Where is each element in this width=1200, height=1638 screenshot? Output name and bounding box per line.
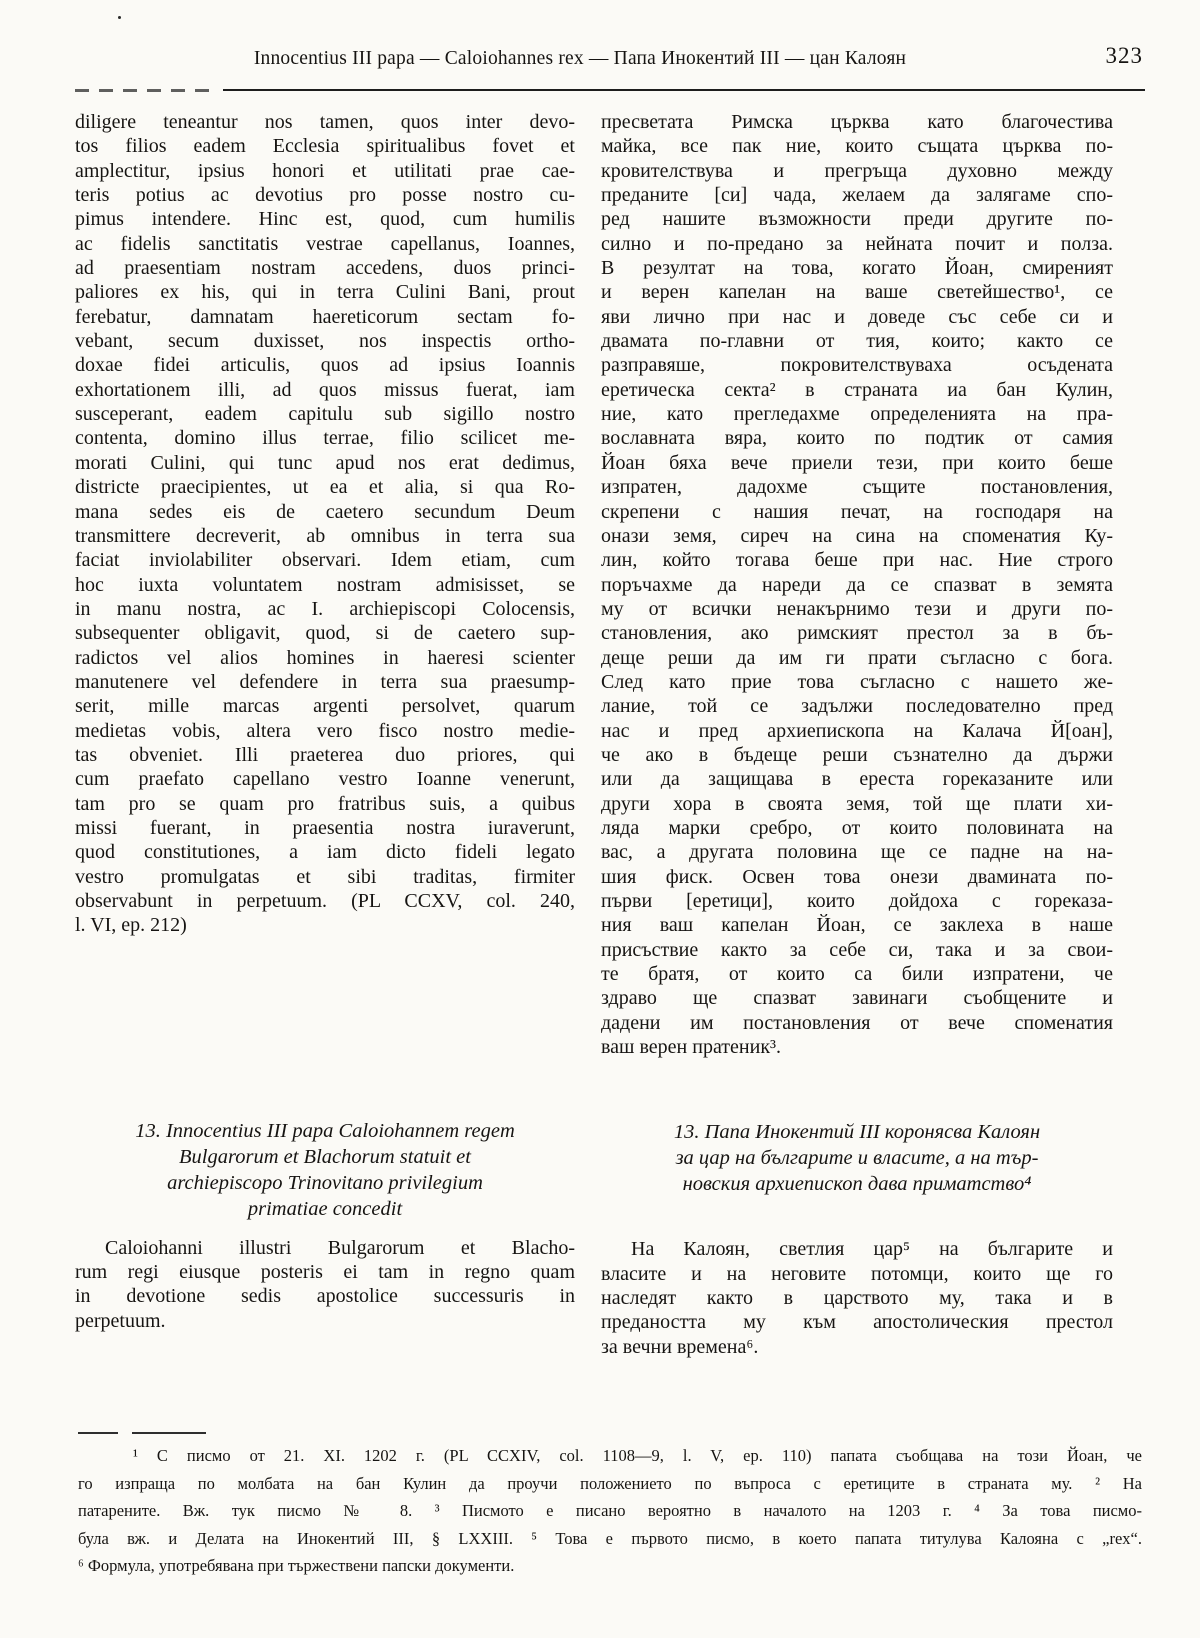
text-line: яви лично при нас и доведе със себе си и (601, 305, 1113, 328)
text-line: contenta, domino illus terrae, filio scilicet me- (75, 427, 575, 450)
text-line: observabunt in perpetuum. (PL CCXV, col. 240, (75, 890, 575, 912)
text-line: 13. Папа Инокентий III коронясва Калоян (673, 1121, 1041, 1144)
text-line: изпратен, дадохме същите постановления, (601, 476, 1113, 499)
text-line: vestro promulgatas et sibi traditas, firmiter (75, 865, 575, 888)
text-line: archiepiscopo Trinovitano privilegium (167, 1171, 483, 1194)
text-line: in manu nostra, ac I. archiepiscopi Colocensis, (75, 597, 575, 620)
text-line: amplectitur, ipsius honori et utilitati prae cae- (75, 159, 575, 182)
text-line: primatiae concedit (247, 1197, 403, 1220)
text-line: предаността му към апостолическия престол (601, 1311, 1113, 1334)
text-line: други хора в своята земя, той ще плати хи- (601, 792, 1113, 815)
scan-speck (118, 16, 121, 19)
text-line: за цар на българите и власите, а на тър- (675, 1147, 1039, 1170)
text-line: становления, ако римският престол за в бъ- (601, 622, 1113, 645)
header-rule-dashes (75, 89, 213, 92)
text-line: дадени им постановления от вече споменатия (601, 1011, 1113, 1034)
text-line: еретическа секта² в страната иа бан Кулин, (601, 378, 1113, 401)
page-header (75, 43, 1145, 78)
text-line: perpetuum. (75, 1309, 166, 1332)
text-line: След като прие това съгласно с нашето же- (601, 670, 1113, 693)
text-line: В резултат на това, когато Йоан, смиреният (601, 257, 1113, 280)
text-line: патарените. Вж. тук писмо № 8. ³ Писмото е писано вероятно в началото на 1203 г. ⁴ За това писмо- (78, 1501, 1142, 1521)
text-line: doxae fidei articulis, quos ad ipsius Ioannis (75, 354, 575, 377)
text-line: здраво ще спазват завинаги съобщените и (601, 987, 1113, 1010)
text-line: те братя, от които са били изпратени, че (601, 963, 1113, 986)
text-line: поръчахме да нареди да се спазват в земята (601, 573, 1113, 596)
text-line: Caloiohanni illustri Bulgarorum et Blacho- (105, 1236, 575, 1259)
bulgarian-section-heading (601, 1119, 1113, 1197)
text-line: ¹ С писмо от 21. XI. 1202 г. (PL CCXIV, col. 1108—9, l. V, ep. 110) папата съобщава на този Йоан, че (133, 1446, 1142, 1465)
text-line: ваш верен пратеник³. (601, 1036, 782, 1059)
text-line: му от всички ненакърнимо тези и други по- (601, 597, 1113, 620)
latin-section-heading (75, 1118, 575, 1222)
footnote-separator-dash (78, 1432, 118, 1434)
text-line: subsequenter obligavit, quod, si de caetero sup- (75, 622, 575, 645)
running-head: Innocentius III papa — Caloiohannes rex — Папа Инокентий III — цан Калоян (253, 48, 907, 69)
latin-section-paragraph (75, 1236, 575, 1333)
text-line: vebant, secum duxisset, nos inspectis ortho- (75, 330, 575, 353)
text-line: или да защищава в ереста гореказаните или (601, 768, 1113, 791)
text-line: була вж. и Делата на Инокентий III, § LXXIII. ⁵ Това е първото писмо, в което папата титулува Калояна с „rex“. (78, 1528, 1142, 1548)
text-line: serit, mille marcas argenti persolvet, quarum (75, 695, 575, 718)
footnote-separator (78, 1432, 1142, 1434)
text-line: ляда марки сребро, от които половината на (601, 816, 1113, 839)
text-line: вославната вяра, които по подтик от самия (601, 427, 1113, 450)
text-line: лание, той се задължи последователно пред (601, 695, 1113, 718)
footnote-separator-dash (132, 1432, 206, 1434)
text-line: скрепени с нашия печат, на господаря на (601, 500, 1113, 523)
text-line: tam pro se quam pro fratribus suis, a quibus (75, 792, 575, 815)
text-line: ad praesentiam nostram accedens, duos princi- (75, 257, 575, 280)
text-line: новския архиепископ дава приматство⁴ (682, 1173, 1032, 1196)
bulgarian-paragraph (601, 110, 1113, 1059)
text-line: exhortationem illi, ad quos missus fuerat, iam (75, 378, 575, 401)
text-line: власите и на неговите потомци, които ще го (601, 1262, 1113, 1285)
text-line: първи [еретици], които дойдоха с гореказа- (601, 890, 1113, 912)
footnotes-block (78, 1432, 1142, 1580)
header-rule-line (223, 89, 1145, 91)
text-line: tas obveniet. Illi praeterea duo priores, qui (75, 743, 575, 766)
footnote-text (78, 1442, 1142, 1580)
header-rule (75, 88, 1145, 92)
bulgarian-column (601, 110, 1113, 1359)
text-line: ⁶ Формула, употребявана при тържествени папски документи. (78, 1556, 515, 1576)
text-line: лин, който тогава беше при нас. Ние строго (601, 549, 1113, 572)
text-line: in devotione sedis apostolice successuris in (75, 1285, 575, 1308)
text-line: за вечни времена⁶. (601, 1335, 759, 1358)
text-line: ред нашите възможности преди другите по- (601, 208, 1113, 231)
text-line: districte praecipientes, ut ea et alia, si qua Ro- (75, 476, 575, 499)
text-line: преданите [си] чада, желаем да залягаме спо- (601, 184, 1113, 207)
text-line: Bulgarorum et Blachorum statuit et (179, 1145, 471, 1168)
latin-column (75, 110, 575, 1359)
text-line: нас и пред архиепископа на Калача Й[оан], (601, 719, 1113, 742)
text-line: medietas vobis, altera vero fisco nostro medie- (75, 719, 575, 742)
text-line: missi fuerant, in praesentia nostra iuraverunt, (75, 816, 575, 839)
two-column-layout (75, 110, 1113, 1359)
text-line: силно и по-предано за нейната почит и полза. (601, 232, 1113, 255)
text-line: ния ваш капелан Йоан, се заклеха в наше (601, 914, 1113, 937)
text-line: деще реши да им ги прати съгласно с бога. (601, 646, 1113, 669)
text-line: cum praefato capellano vestro Ioanne venerunt, (75, 768, 575, 791)
latin-paragraph (75, 110, 575, 938)
page-number: 323 (1105, 43, 1143, 68)
text-line: ние, като прегледахме определенията на пра- (601, 403, 1113, 426)
text-line: diligere teneantur nos tamen, quos inter devo- (75, 111, 575, 133)
text-line: ac fidelis sanctitatis vestrae capellanus, Ioannes, (75, 232, 575, 255)
text-line: го изпраща по молбата на бан Кулин да проучи положението по въпроса с еретиците в страната му. ² На (78, 1473, 1142, 1493)
text-line: teris potius ac devotius pro posse nostro cu- (75, 184, 575, 207)
text-line: и верен капелан на ваше светейшество¹, се (601, 281, 1113, 304)
text-line: quod constitutiones, a iam dicto fideli legato (75, 841, 575, 864)
text-line: susceperant, eadem capitulu sub sigillo nostro (75, 403, 575, 426)
text-line: rum regi eiusque posteris ei tam in regno quam (75, 1261, 575, 1284)
text-line: кровителствува и прегръща духовно между (601, 159, 1113, 182)
text-line: morati Culini, qui tunc apud nos erat dedimus, (75, 451, 575, 474)
text-line: Йоан бяха вече приели тези, при които беше (601, 451, 1113, 474)
text-line: 13. Innocentius III papa Caloiohannem regem (135, 1119, 515, 1142)
text-line: hoc iuxta voluntatem nostram admisisset, se (75, 573, 575, 596)
text-line: пресветата Римска църква като благочестива (601, 111, 1113, 133)
text-line: transmittere decreverit, ab omnibus in terra sua (75, 524, 575, 547)
text-line: двамата по-главни от тия, които; както се (601, 330, 1113, 353)
text-line: faciat inviolabiliter observari. Idem etiam, cum (75, 549, 575, 572)
text-line: На Калоян, светлия цар⁵ на българите и (631, 1238, 1113, 1261)
text-line: наследят както в царството му, така и в (601, 1287, 1113, 1310)
text-line: ferebatur, damnatam haereticorum sectam fo- (75, 305, 575, 328)
text-line: присъствие както за себе си, така и за свои- (601, 938, 1113, 961)
text-line: разправяше, покровителствуваха осъдената (601, 354, 1113, 377)
text-line: че ако в бъдеще реши съзнателно да държи (601, 743, 1113, 766)
text-line: l. VI, ep. 212) (75, 914, 187, 937)
text-line: mana sedes eis de caetero secundum Deum (75, 500, 575, 523)
text-line: шия фиск. Освен това онези двамината по- (601, 865, 1113, 888)
text-line: pimus intendere. Hinc est, quod, cum humilis (75, 208, 575, 231)
text-line: онази земя, сиреч на сина на споменатия Ку- (601, 524, 1113, 547)
text-line: radictos vel alios homines in haeresi scienter (75, 646, 575, 669)
text-line: paliores ex his, qui in terra Culini Bani, prout (75, 281, 575, 304)
text-line: manutenere vel defendere in terra sua praesump- (75, 670, 575, 693)
text-line: майка, все пак ние, които същата църква по- (601, 135, 1113, 158)
bulgarian-section-paragraph (601, 1237, 1113, 1359)
text-line: вас, а другата половина ще се падне на на- (601, 841, 1113, 864)
text-line: tos filios eadem Ecclesia spiritualibus fovet et (75, 135, 575, 158)
